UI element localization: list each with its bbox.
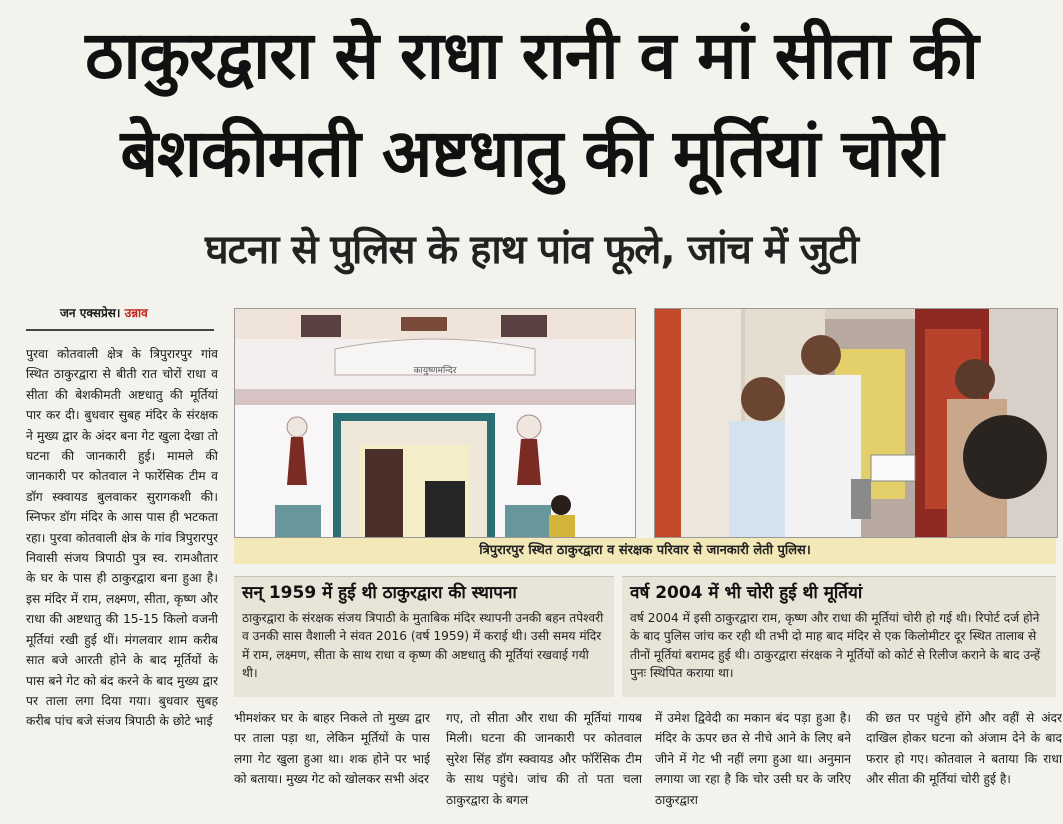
article-left-column: पुरवा कोतवाली क्षेत्र के त्रिपुरारपुर गांव स्थित ठाकुरद्वारा से बीती रात चोरों राधा व सीता की बेशकीमती अष्टधातु की मूर्तियां पार कर दी। बुधवार सुबह मंदिर के संरक्षक ने मुख्य द्वार के अंदर बना गेट खुला देखा तो घटना की जानकारी हुई। मामले की जानकारी पर कोतवाल ने फारेंसिक टीम व डॉग स्क्वायड बुलवाकर सुरागकशी की। स्निफर डॉग मंदिर के आस पास ही भटकता रहा। पुरवा कोतवाली क्षेत्र के गांव त्रिपुरारपुर निवासी संजय त्रिपाठी पुत्र स्व. रामऔतार के घर के पास ही ठाकुरद्वारा बना हुआ है। इस मंदिर में राम, लक्ष्मण, सीता, कृष्ण और राधा की अष्टधातु की 15-15 किलो वजनी मूर्तियां रखी हुई थीं। मंगलवार शाम करीब सात बजे आरती होने के बाद मूर्तियों के पास बने गेट को बंद करने के बाद मुख्य द्वार पर ताला लगा दिया गया। बुधवार सुबह करीब पांच बजे संजय त्रिपाठी के छोटे भाई bbox=[26, 347, 218, 729]
article-column-4: में उमेश द्विवेदी का मकान बंद पड़ा हुआ है। मंदिर के ऊपर छत से नीचे आने के लिए बने जीने में गेट भी नहीं लगा हुआ था। अनुमान लगाया जा रहा है कि चोर उसी घर के जरिए ठाकुरद्वारा bbox=[655, 711, 851, 807]
temple-photo bbox=[234, 308, 636, 538]
article-column-2: भीमशंकर घर के बाहर निकले तो मुख्य द्वार पर ताला पड़ा था, लेकिन मूर्तियों के पास लगा गेट खुला हुआ था। शक होने पर भाई को बताया। मुख्य गेट को खोलकर सभी अंदर bbox=[234, 711, 430, 787]
info-box-establishment bbox=[234, 576, 614, 697]
info-box-text: ठाकुरद्वारा के संरक्षक संजय त्रिपाठी के मुताबिक मंदिर स्थापनी उनकी बहन तपेश्वरी व उनकी सास वैशाली ने संवत 2016 (वर्ष 1959) में कराई थी। उसी समय मंदिर में राम, लक्ष्मण, सीता के साथ राधा व कृष्ण की अष्टधातु की मूर्तियां रखवाई गयी थी। bbox=[242, 611, 604, 681]
byline-place: उन्नाव bbox=[120, 306, 148, 320]
police-inquiry-photo bbox=[654, 308, 1058, 538]
byline-source: जन एक्सप्रेस। bbox=[60, 306, 121, 320]
headline-line-1: ठाकुरद्वारा से राधा रानी व मां सीता की bbox=[85, 17, 978, 94]
headline-line-2: बेशकीमती अष्टधातु की मूर्तियां चोरी bbox=[120, 115, 943, 192]
photo-caption: त्रिपुरारपुर स्थित ठाकुरद्वारा व संरक्षक परिवार से जानकारी लेती पुलिस। bbox=[234, 538, 1056, 564]
police-illustration bbox=[655, 309, 1057, 537]
article-column-5: की छत पर पहुंचे होंगे और वहीं से अंदर दाखिल होकर घटना को अंजाम देने के बाद फरार हो गए। कोतवाल ने बताया कि राधा और सीता की मूर्तियां चोरी हुई है। bbox=[866, 711, 1062, 787]
byline-divider bbox=[26, 329, 214, 331]
info-box-title: वर्ष 2004 में भी चोरी हुई थी मूर्तियां bbox=[630, 583, 863, 603]
temple-illustration bbox=[235, 309, 635, 537]
byline bbox=[60, 304, 148, 321]
info-box-title: सन् 1959 में हुई थी ठाकुरद्वारा की स्थापना bbox=[242, 583, 517, 603]
info-box-text: वर्ष 2004 में इसी ठाकुरद्वारा राम, कृष्ण और राधा की मूर्तियां चोरी हो गई थी। रिपोर्ट दर्ज होने के बाद पुलिस जांच कर रही थी तभी दो माह बाद मंदिर से एक किलोमीटर दूर स्थित तालाब से तीनों मूर्तियां बरामद हुई थी। ठाकुरद्वारा संरक्षक ने मूर्तियों को कोर्ट से रिलीज कराने के बाद उन्हें पुनः स्थिपित कराया था। bbox=[630, 611, 1041, 681]
info-box-2004-theft bbox=[622, 576, 1056, 697]
subheadline: घटना से पुलिस के हाथ पांव फूले, जांच में जुटी bbox=[205, 227, 858, 273]
temple-sign-text: कायुष्णमन्दिर bbox=[413, 366, 457, 376]
article-column-3: गए, तो सीता और राधा की मूर्तियां गायब मिली। घटना की जानकारी पर कोतवाल सुरेश सिंह डॉग स्क्वायड और फॉरेंसिक टीम के साथ पहुंचे। जांच की तो पता चला ठाकुरद्वारा के बगल bbox=[446, 711, 642, 807]
